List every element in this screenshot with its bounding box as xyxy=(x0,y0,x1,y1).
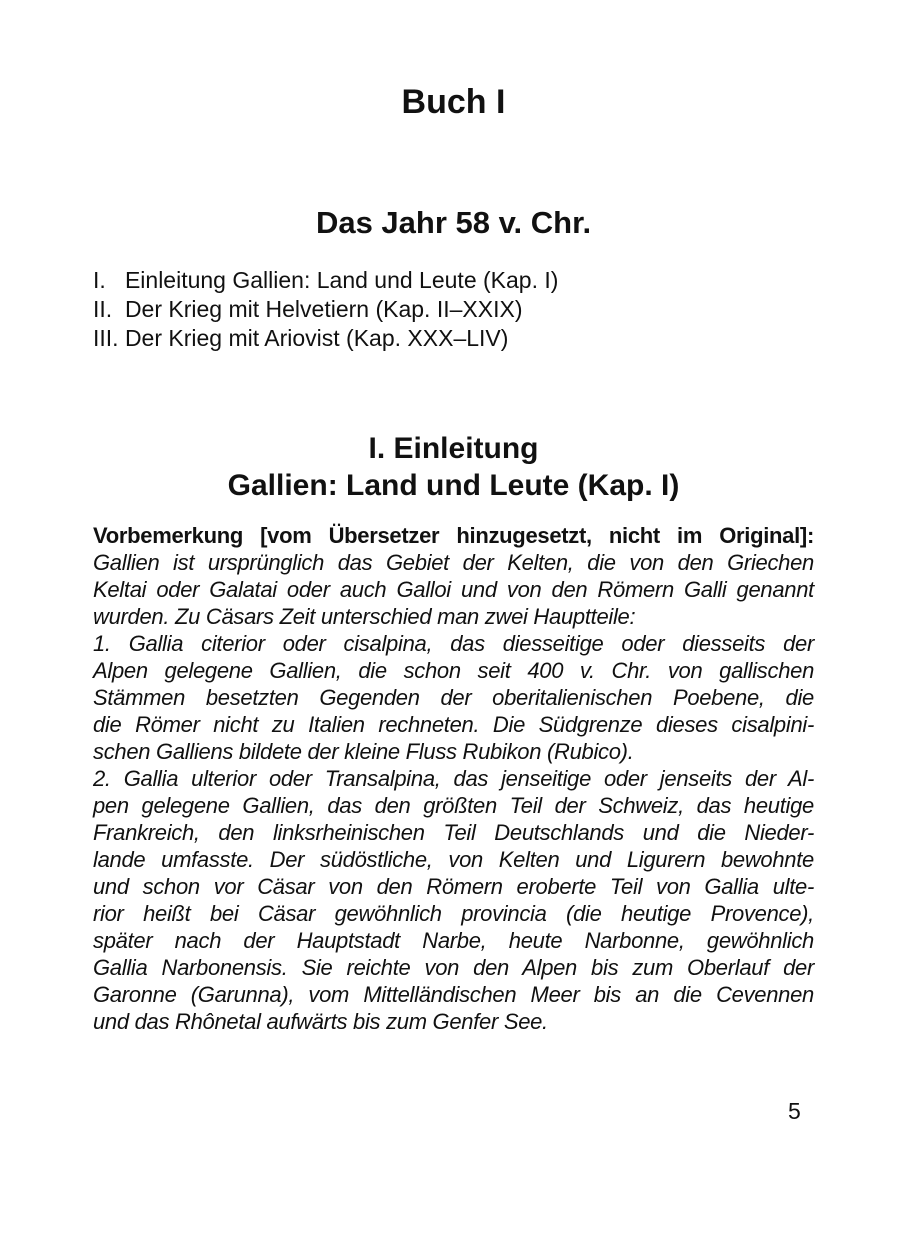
toc-item: I. Einleitung Gallien: Land und Leute (Kap. I) xyxy=(93,267,559,293)
page-number: 5 xyxy=(788,1098,801,1124)
body-text-line: Garonne (Garunna), vom Mittelländischen Meer bis an die Cevennen xyxy=(93,982,814,1007)
body-text-line: und das Rhônetal aufwärts bis zum Genfer See. xyxy=(93,1009,548,1034)
body-text-line: Keltai oder Galatai oder auch Galloi und von den Römern Galli genannt xyxy=(93,577,814,602)
body-text xyxy=(93,522,814,1035)
body-text-line: rior heißt bei Cäsar gewöhnlich provincia (die heutige Provence), xyxy=(93,901,814,926)
body-text-line: lande umfasste. Der südöstliche, von Kelten und Ligurern bewohnte xyxy=(93,847,814,872)
body-text-line: wurden. Zu Cäsars Zeit unterschied man zwei Hauptteile: xyxy=(93,604,636,629)
body-text-line: die Römer nicht zu Italien rechneten. Die Südgrenze dieses cisalpini- xyxy=(93,712,814,737)
body-text-line: schen Galliens bildete der kleine Fluss Rubikon (Rubico). xyxy=(93,739,634,764)
body-text-line: pen gelegene Gallien, das den größten Teil der Schweiz, das heutige xyxy=(93,793,814,818)
body-text-line: Gallia Narbonensis. Sie reichte von den Alpen bis zum Oberlauf der xyxy=(93,955,814,980)
body-text-line: Frankreich, den linksrheinischen Teil Deutschlands und die Nieder- xyxy=(93,820,814,845)
body-text-line: und schon vor Cäsar von den Römern eroberte Teil von Gallia ulte- xyxy=(93,874,814,899)
body-text-line: später nach der Hauptstadt Narbe, heute Narbonne, gewöhnlich xyxy=(93,928,814,953)
chapter-title: Das Jahr 58 v. Chr. xyxy=(315,205,592,240)
toc-item: III. Der Krieg mit Ariovist (Kap. XXX–LIV) xyxy=(93,325,509,351)
book-title: Buch I xyxy=(401,83,506,121)
body-text-line: Gallien ist ursprünglich das Gebiet der Kelten, die von den Griechen xyxy=(93,550,814,575)
table-of-contents xyxy=(93,266,853,353)
section-heading-line-2: Gallien: Land und Leute (Kap. I) xyxy=(227,469,680,502)
toc-item: II. Der Krieg mit Helvetiern (Kap. II–XXIX) xyxy=(93,296,523,322)
section-heading xyxy=(93,430,814,504)
section-heading-line-1: I. Einleitung xyxy=(368,432,539,465)
body-text-line: 2. Gallia ulterior oder Transalpina, das jenseitige oder jenseits der Al- xyxy=(93,766,814,791)
body-text-line: Alpen gelegene Gallien, die schon seit 400 v. Chr. von gallischen xyxy=(93,658,814,683)
body-text-line: 1. Gallia citerior oder cisalpina, das diesseitige oder diesseits der xyxy=(93,631,814,656)
foreword-label: Vorbemerkung [vom Übersetzer hinzugesetzt, nicht im Original]: xyxy=(93,523,814,548)
body-text-line: Stämmen besetzten Gegenden der oberitalienischen Poebene, die xyxy=(93,685,814,710)
